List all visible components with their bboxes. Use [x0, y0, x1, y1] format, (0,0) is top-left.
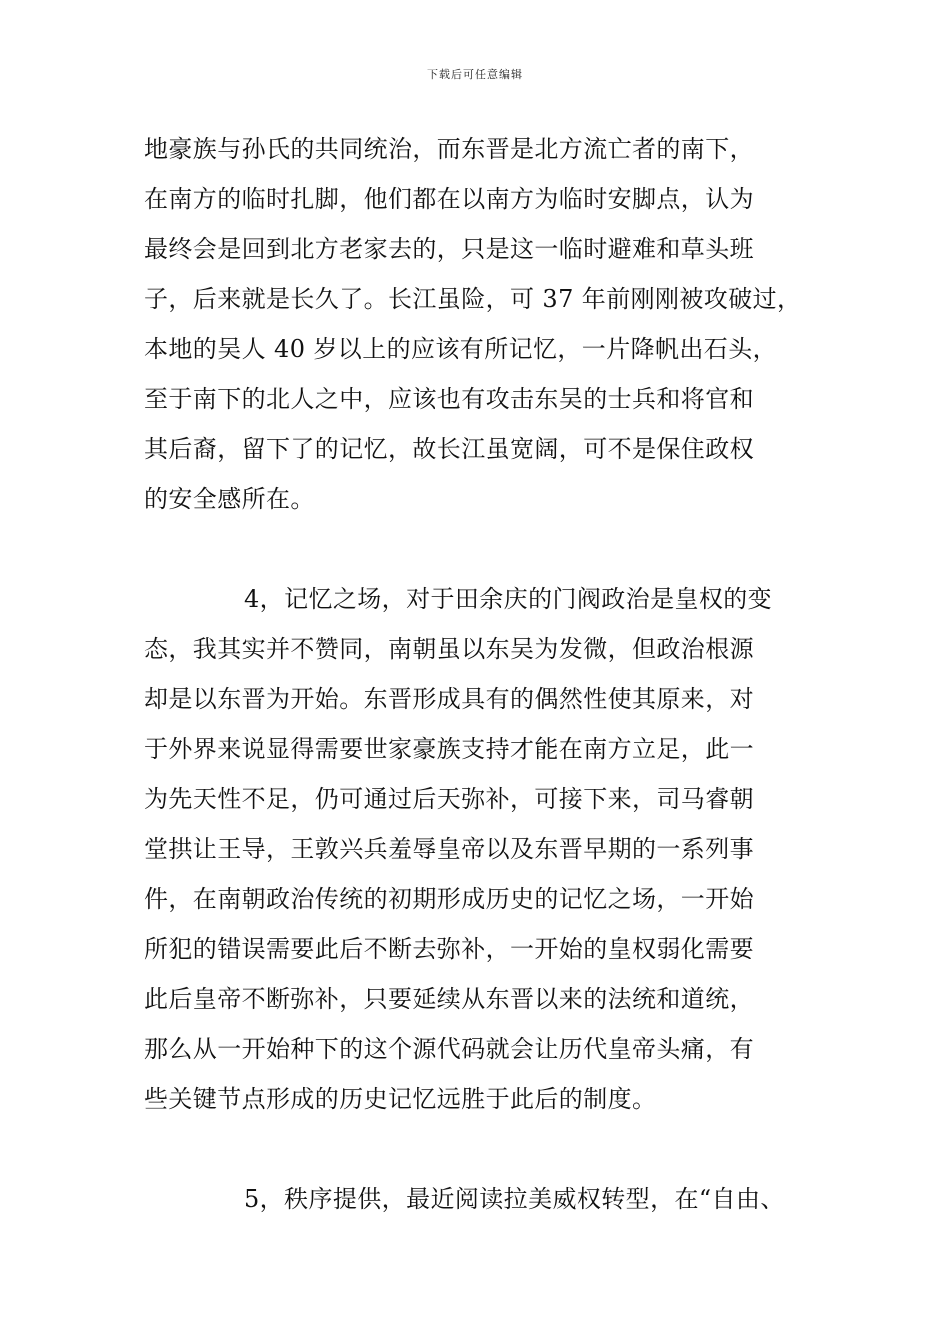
- text-line: 那么从一开始种下的这个源代码就会让历代皇帝头痛，有: [144, 1035, 754, 1063]
- text-line: 子，后来就是长久了。长江虽险，可 37 年前刚刚被攻破过，: [144, 285, 802, 313]
- paragraph: [144, 1174, 834, 1224]
- paragraph-spacer: [144, 524, 834, 574]
- text-line: 件，在南朝政治传统的初期形成历史的记忆之场，一开始: [144, 885, 754, 913]
- text-line: 却是以东晋为开始。东晋形成具有的偶然性使其原来，对: [144, 685, 754, 713]
- text-line: 在南方的临时扎脚，他们都在以南方为临时安脚点，认为: [144, 185, 754, 213]
- text-line: 的安全感所在。: [144, 485, 315, 513]
- paragraph-spacer: [144, 1124, 834, 1174]
- paragraph: [144, 124, 834, 524]
- text-line: 于外界来说显得需要世家豪族支持才能在南方立足，此一: [144, 735, 754, 763]
- text-line: 态，我其实并不赞同，南朝虽以东吴为发微，但政治根源: [144, 635, 754, 663]
- text-line: 所犯的错误需要此后不断去弥补，一开始的皇权弱化需要: [144, 935, 754, 963]
- text-line: 4，记忆之场，对于田余庆的门阀政治是皇权的变: [244, 585, 773, 613]
- text-line: 5，秩序提供，最近阅读拉美威权转型，在“自由、: [244, 1185, 785, 1213]
- text-line: 本地的吴人 40 岁以上的应该有所记忆，一片降帆出石头，: [144, 335, 777, 363]
- text-line: 至于南下的北人之中，应该也有攻击东吴的士兵和将官和: [144, 385, 754, 413]
- document-body: [144, 124, 834, 1224]
- text-line: 地豪族与孙氏的共同统治，而东晋是北方流亡者的南下，: [144, 135, 754, 163]
- text-line: 其后裔，留下了的记忆，故长江虽宽阔，可不是保住政权: [144, 435, 754, 463]
- text-line: 最终会是回到北方老家去的，只是这一临时避难和草头班: [144, 235, 754, 263]
- text-line: 此后皇帝不断弥补，只要延续从东晋以来的法统和道统，: [144, 985, 754, 1013]
- text-line: 堂拱让王导，王敦兴兵羞辱皇帝以及东晋早期的一系列事: [144, 835, 754, 863]
- text-line: 些关键节点形成的历史记忆远胜于此后的制度。: [144, 1085, 657, 1113]
- page-header: 下载后可任意编辑: [427, 68, 523, 81]
- paragraph: [144, 574, 834, 1124]
- text-line: 为先天性不足，仍可通过后天弥补，可接下来，司马睿朝: [144, 785, 754, 813]
